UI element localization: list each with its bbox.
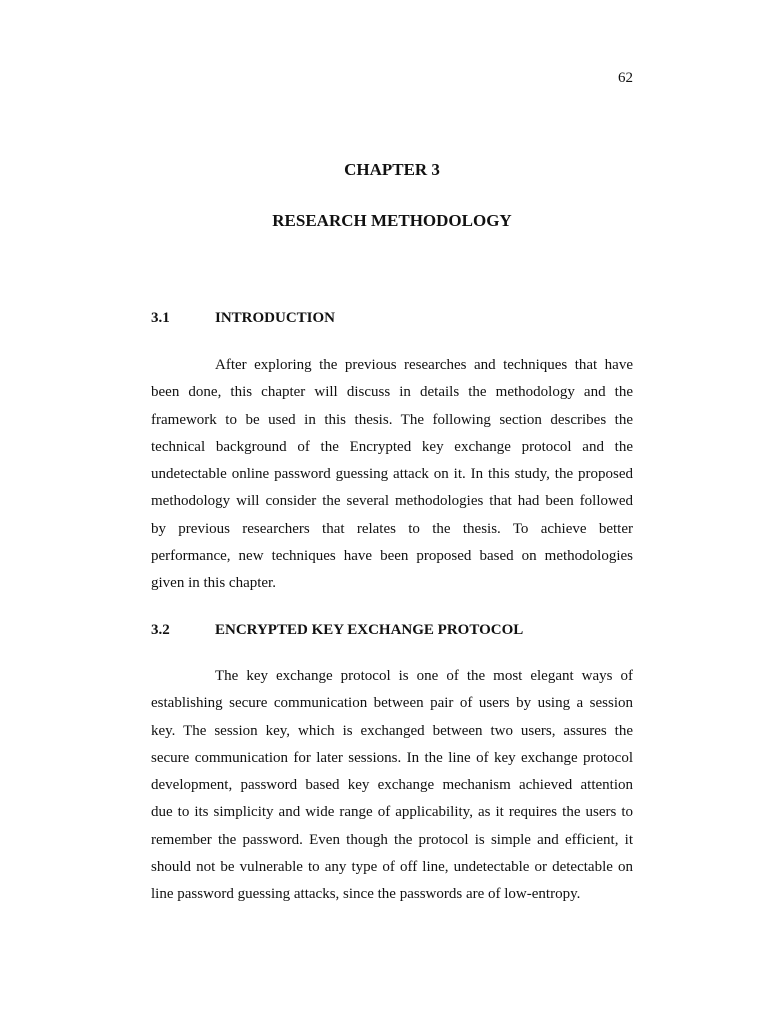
paragraph-line: framework to be used in this thesis. The following section describes the — [151, 411, 633, 428]
paragraph-line: methodology will consider the several methodologies that had been followed — [151, 493, 633, 510]
section-heading-introduction — [151, 310, 335, 327]
chapter-title: RESEARCH METHODOLOGY — [272, 211, 512, 230]
paragraph-line: development, password based key exchange mechanism achieved attention — [151, 777, 633, 794]
paragraph-line: should not be vulnerable to any type of off line, undetectable or detectable on — [151, 859, 633, 876]
paragraph-line: performance, new techniques have been proposed based on methodologies — [151, 548, 633, 565]
section-title: INTRODUCTION — [215, 310, 336, 326]
paragraph-line: The key exchange protocol is one of the most elegant ways of — [215, 668, 633, 684]
page-number: 62 — [618, 70, 633, 86]
paragraph-line: remember the password. Even though the protocol is simple and efficient, it — [151, 831, 633, 848]
paragraph-line: After exploring the previous researches and techniques that have — [215, 357, 633, 373]
section-title: ENCRYPTED KEY EXCHANGE PROTOCOL — [215, 622, 524, 638]
paragraph-line: establishing secure communication between pair of users by using a session — [151, 695, 633, 712]
section-number: 3.2 — [151, 622, 170, 638]
paragraph-line: due to its simplicity and wide range of applicability, as it requires the users to — [151, 804, 633, 821]
introduction-paragraph — [151, 352, 633, 598]
paragraph-line: by previous researchers that relates to the thesis. To achieve better — [151, 520, 633, 537]
paragraph-line: undetectable online password guessing attack on it. In this study, the proposed — [151, 466, 633, 483]
section-number: 3.1 — [151, 310, 170, 326]
paragraph-line: key. The session key, which is exchanged between two users, assures the — [151, 722, 633, 739]
eke-protocol-paragraph — [151, 663, 633, 909]
paragraph-line: given in this chapter. — [151, 575, 276, 592]
paragraph-line: secure communication for later sessions. In the line of key exchange protocol — [151, 749, 633, 766]
chapter-label: CHAPTER 3 — [344, 160, 440, 179]
section-heading-eke-protocol — [151, 622, 523, 639]
paragraph-line: line password guessing attacks, since the passwords are of low-entropy. — [151, 886, 581, 903]
paragraph-line: technical background of the Encrypted key exchange protocol and the — [151, 438, 633, 455]
paragraph-line: been done, this chapter will discuss in details the methodology and the — [151, 384, 633, 401]
